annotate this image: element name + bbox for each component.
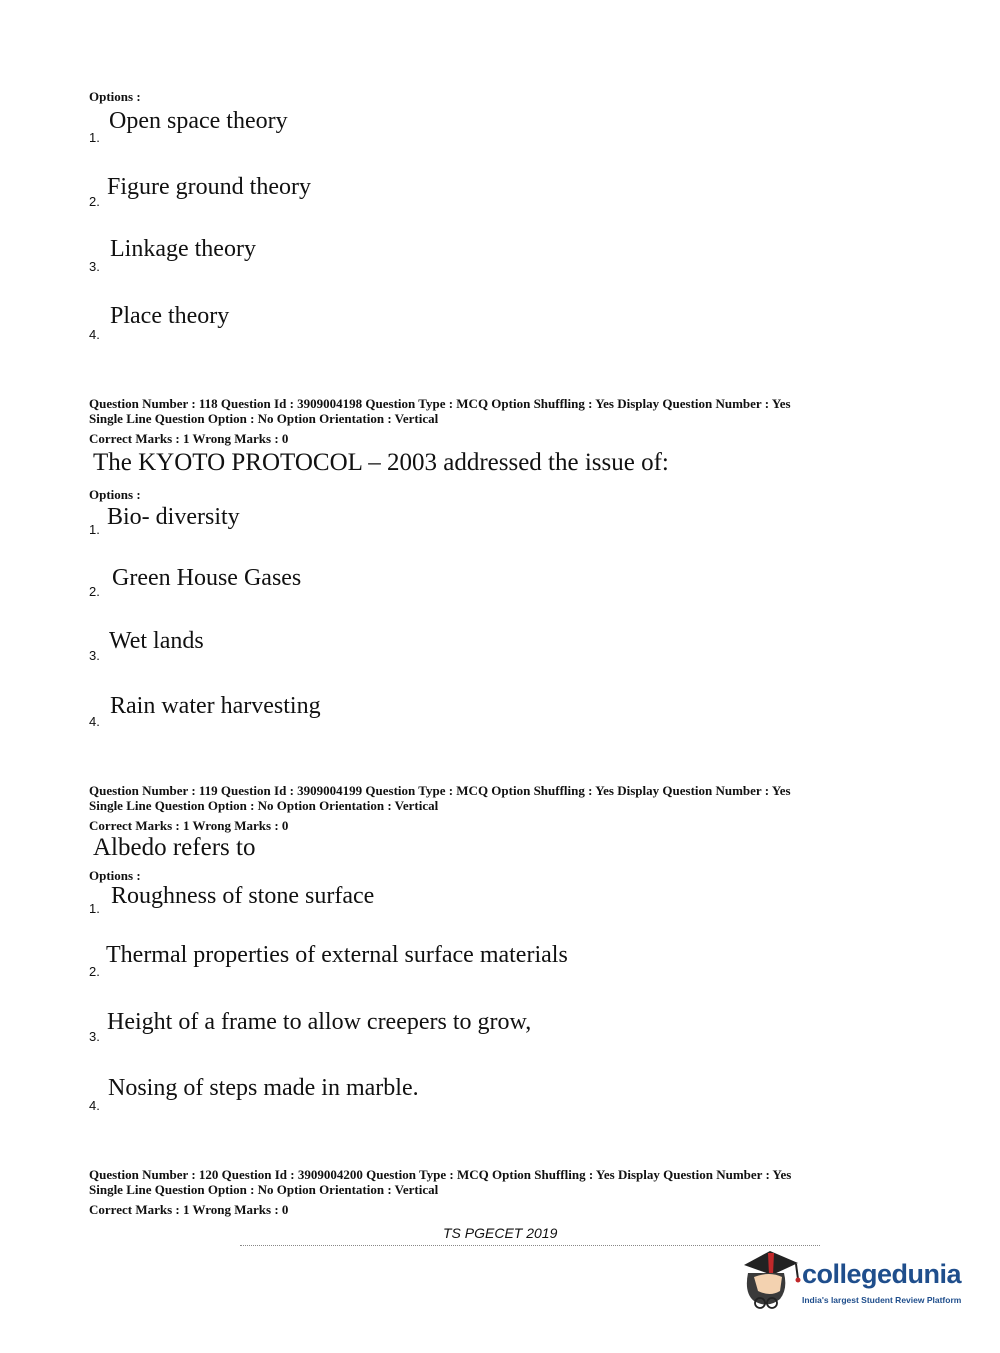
option-text: Bio- diversity xyxy=(107,504,240,530)
option-number: 3. xyxy=(89,648,100,663)
option-text: Linkage theory xyxy=(110,236,256,262)
question-meta-line: Single Line Question Option : No Option Orientation : Vertical xyxy=(89,798,439,813)
option-number: 1. xyxy=(89,130,100,145)
option-text: Height of a frame to allow creepers to grow, xyxy=(107,1009,532,1035)
option-text: Green House Gases xyxy=(112,565,302,591)
question-text: The KYOTO PROTOCOL – 2003 addressed the issue of: xyxy=(93,449,669,476)
option-number: 1. xyxy=(89,522,100,537)
options-label: Options : xyxy=(89,487,141,502)
option-number: 3. xyxy=(89,259,100,274)
option-number: 2. xyxy=(89,964,100,979)
option-number: 4. xyxy=(89,714,100,729)
question-meta-line: Question Number : 120 Question Id : 3909004200 Question Type : MCQ Option Shuffling : Yes Display Question Number : Yes xyxy=(89,1167,792,1182)
question-text: Albedo refers to xyxy=(93,834,256,861)
option-text: Roughness of stone surface xyxy=(111,883,375,909)
question-meta-line: Single Line Question Option : No Option Orientation : Vertical xyxy=(89,1182,439,1197)
logo-brand-text: collegedunia xyxy=(802,1259,962,1289)
options-label: Options : xyxy=(89,868,141,883)
footer-exam-title: TS PGECET 2019 xyxy=(443,1225,558,1241)
question-marks: Correct Marks : 1 Wrong Marks : 0 xyxy=(89,431,289,446)
option-text: Open space theory xyxy=(109,108,288,134)
option-number: 2. xyxy=(89,194,100,209)
collegedunia-logo xyxy=(740,1245,970,1315)
question-marks: Correct Marks : 1 Wrong Marks : 0 xyxy=(89,818,289,833)
question-meta-line: Question Number : 118 Question Id : 3909004198 Question Type : MCQ Option Shuffling : Yes Display Question Number : Yes xyxy=(89,396,791,411)
option-text: Thermal properties of external surface materials xyxy=(106,942,568,968)
option-text: Nosing of steps made in marble. xyxy=(108,1075,419,1101)
graduate-mascot-icon xyxy=(740,1245,802,1315)
option-number: 2. xyxy=(89,584,100,599)
question-meta-line: Single Line Question Option : No Option Orientation : Vertical xyxy=(89,411,439,426)
option-text: Wet lands xyxy=(109,628,204,654)
option-text: Place theory xyxy=(110,303,230,329)
footer-dotted-rule xyxy=(240,1245,820,1246)
option-number: 3. xyxy=(89,1029,100,1044)
option-number: 4. xyxy=(89,1098,100,1113)
logo-tagline: India's largest Student Review Platform xyxy=(802,1295,962,1305)
option-number: 4. xyxy=(89,327,100,342)
option-number: 1. xyxy=(89,901,100,916)
question-marks: Correct Marks : 1 Wrong Marks : 0 xyxy=(89,1202,289,1217)
options-label: Options : xyxy=(89,89,141,104)
question-meta-line: Question Number : 119 Question Id : 3909004199 Question Type : MCQ Option Shuffling : Yes Display Question Number : Yes xyxy=(89,783,791,798)
option-text: Figure ground theory xyxy=(107,174,311,200)
option-text: Rain water harvesting xyxy=(110,693,321,719)
